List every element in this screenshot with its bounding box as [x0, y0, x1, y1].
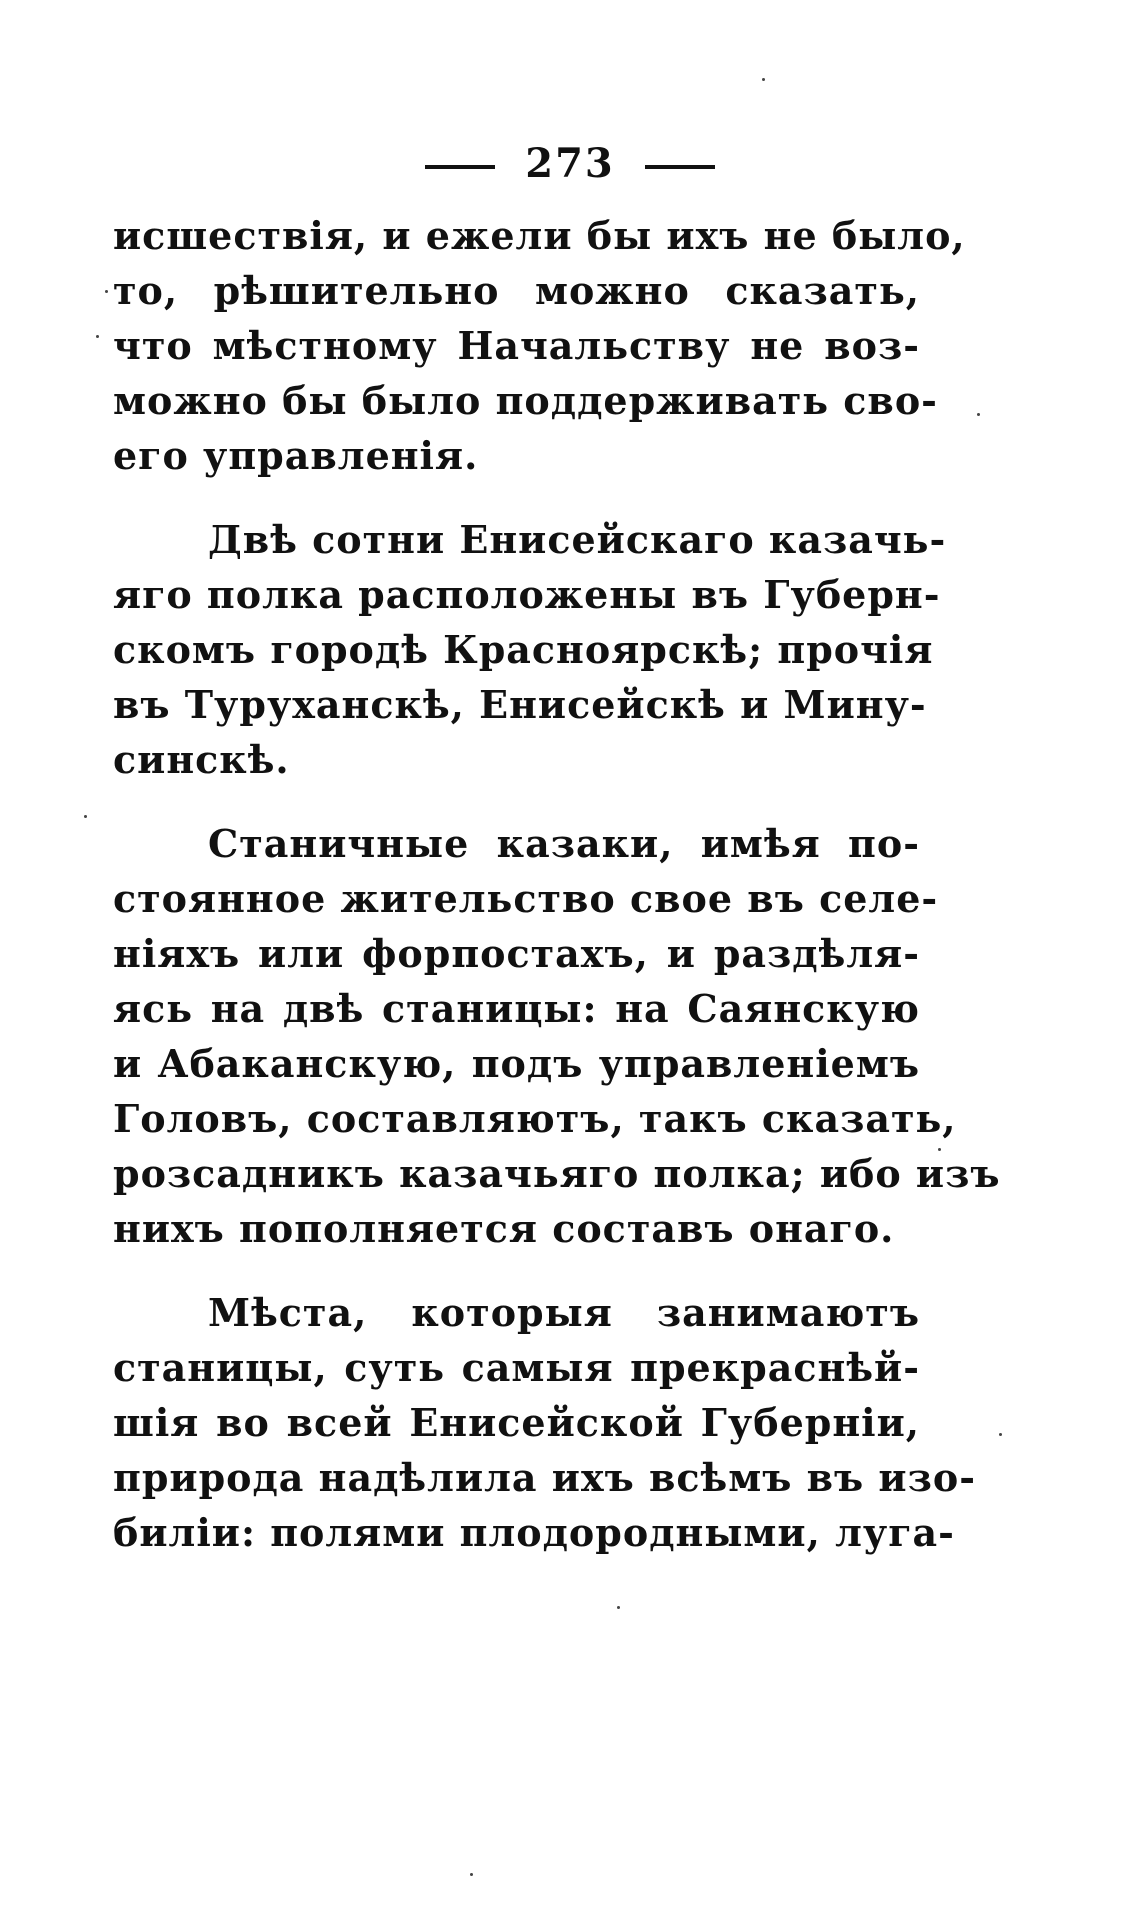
- paragraph: [113, 512, 947, 787]
- paragraph: [113, 1285, 976, 1560]
- text-line: Двѣ сотни Енисейскаго казачь-: [208, 517, 947, 562]
- text-line: что мѣстному Начальству не воз-: [113, 323, 920, 368]
- paragraph-gap: [113, 787, 920, 816]
- page-number: 273: [525, 140, 615, 187]
- paragraph: [113, 816, 1001, 1256]
- paragraph-gap: [113, 1256, 920, 1285]
- text-line: то, рѣшительно можно сказать,: [113, 268, 920, 313]
- scan-speck: [84, 815, 87, 818]
- text-line: ніяхъ или форпостахъ, и раздѣля-: [113, 931, 920, 976]
- header-dash-left: [425, 165, 495, 169]
- text-line: его управленія.: [113, 433, 479, 478]
- paragraph-gap: [113, 483, 920, 512]
- text-line: можно бы было поддерживать сво-: [113, 378, 938, 423]
- scan-speck: [96, 335, 99, 338]
- paragraph: [113, 208, 966, 483]
- text-line: стоянное жительство свое въ селе-: [113, 876, 939, 921]
- text-line: биліи: полями плодородными, луга-: [113, 1510, 955, 1555]
- text-line: Головъ, составляютъ, такъ сказать,: [113, 1096, 957, 1141]
- text-line: Мѣста, которыя занимаютъ: [208, 1290, 920, 1335]
- text-line: нихъ пополняется составъ онаго.: [113, 1206, 895, 1251]
- text-line: синскѣ.: [113, 737, 290, 782]
- text-line: розсадникъ казачьяго полка; ибо изъ: [113, 1151, 1001, 1196]
- text-line: въ Туруханскѣ, Енисейскѣ и Мину-: [113, 682, 927, 727]
- text-line: ясь на двѣ станицы: на Саянскую: [113, 986, 920, 1031]
- text-line: скомъ городѣ Красноярскѣ; прочія: [113, 627, 934, 672]
- text-line: Станичные казаки, имѣя по-: [208, 821, 920, 866]
- scan-speck: [762, 78, 765, 81]
- page-body-text: [113, 208, 1001, 1560]
- header-dash-right: [645, 165, 715, 169]
- text-line: станицы, суть самыя прекраснѣй-: [113, 1345, 920, 1390]
- scan-speck: [977, 413, 980, 416]
- text-line: яго полка расположены въ Губерн-: [113, 572, 941, 617]
- scan-speck: [938, 1148, 941, 1151]
- scan-speck: [999, 1433, 1002, 1436]
- page-header: [0, 140, 1140, 187]
- text-line: шія во всей Енисейской Губерніи,: [113, 1400, 920, 1445]
- text-line: природа надѣлила ихъ всѣмъ въ изо-: [113, 1455, 976, 1500]
- scan-speck: [105, 290, 108, 293]
- text-line: и Абаканскую, подъ управленіемъ: [113, 1041, 920, 1086]
- scan-speck: [470, 1873, 473, 1876]
- scan-speck: [617, 1606, 620, 1609]
- text-line: исшествія, и ежели бы ихъ не было,: [113, 213, 966, 258]
